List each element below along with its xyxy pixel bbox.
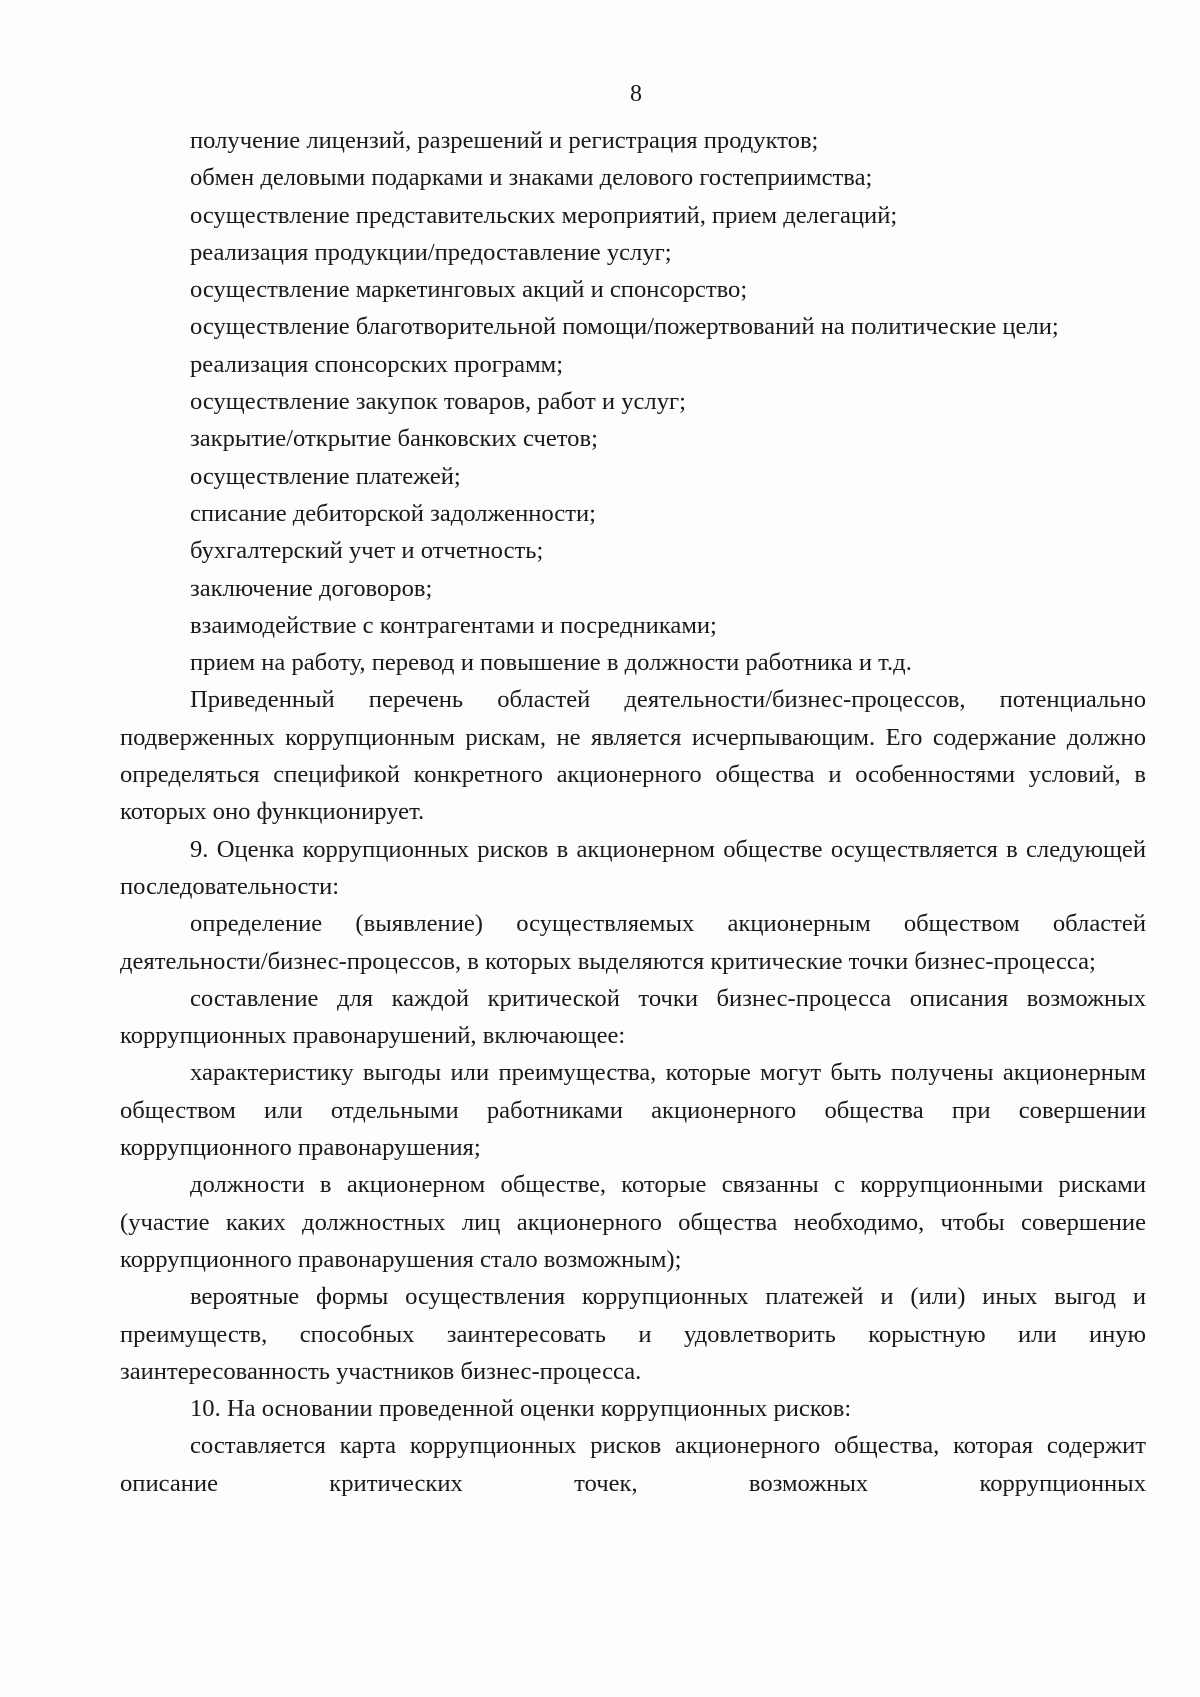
list-item: закрытие/открытие банковских счетов; <box>190 425 598 453</box>
list-item: осуществление платежей; <box>190 462 461 490</box>
list-item: реализация спонсорских программ; <box>190 350 564 378</box>
section-10-paragraph: 10. На основании проведенной оценки коррупционных рисков: <box>190 1395 852 1423</box>
list-item: взаимодействие с контрагентами и посредниками; <box>190 611 717 639</box>
list-item: реализация продукции/предоставление услуг; <box>190 238 672 266</box>
page-number: 8 <box>630 81 642 107</box>
list-item: бухгалтерский учет и отчетность; <box>190 537 544 565</box>
list-item: осуществление благотворительной помощи/пожертвований на политические цели; <box>190 313 1059 341</box>
body-paragraph: составляется карта коррупционных рисков акционерного общества, которая содержит описание критических точек, возможных коррупционных <box>120 1432 1146 1497</box>
list-item: осуществление представительских мероприятий, прием делегаций; <box>190 201 898 229</box>
list-item: обмен деловыми подарками и знаками делового гостеприимства; <box>190 164 873 192</box>
body-paragraph: вероятные формы осуществления коррупционных платежей и (или) иных выгод и преимуществ, способных заинтересовать и удовлетворить корыстную или иную заинтересованность участников бизнес-процесса. <box>120 1283 1146 1385</box>
list-item: заключение договоров; <box>190 574 433 602</box>
body-paragraph: Приведенный перечень областей деятельности/бизнес-процессов, потенциально подверженных коррупционным рискам, не является исчерпывающим. Его содержание должно определяться спецификой конкретного акционерного общества и особенностями условий, в которых оно функционирует. <box>120 686 1146 826</box>
body-paragraph: определение (выявление) осуществляемых акционерным обществом областей деятельности/бизнес-процессов, в которых выделяются критические точки бизнес-процесса; <box>120 910 1146 975</box>
list-item: получение лицензий, разрешений и регистрация продуктов; <box>190 127 819 154</box>
section-9-paragraph: 9. Оценка коррупционных рисков в акционерном обществе осуществляется в следующей последовательности: <box>120 835 1146 900</box>
list-item: осуществление закупок товаров, работ и услуг; <box>190 388 686 416</box>
list-item: прием на работу, перевод и повышение в должности работника и т.д. <box>190 649 912 677</box>
body-paragraph: должности в акционерном обществе, которые связанны с коррупционными рисками (участие каких должностных лиц акционерного общества необходимо, чтобы совершение коррупционного правонарушения стало возможным); <box>120 1171 1146 1273</box>
body-paragraph: составление для каждой критической точки бизнес-процесса описания возможных коррупционных правонарушений, включающее: <box>120 984 1146 1050</box>
page-body-text <box>120 122 1146 1502</box>
list-item: списание дебиторской задолженности; <box>190 499 596 527</box>
body-paragraph: характеристику выгоды или преимущества, которые могут быть получены акционерным обществом или отдельными работниками акционерного общества при совершении коррупционного правонарушения; <box>120 1059 1146 1162</box>
list-item: осуществление маркетинговых акций и спонсорство; <box>190 276 748 304</box>
